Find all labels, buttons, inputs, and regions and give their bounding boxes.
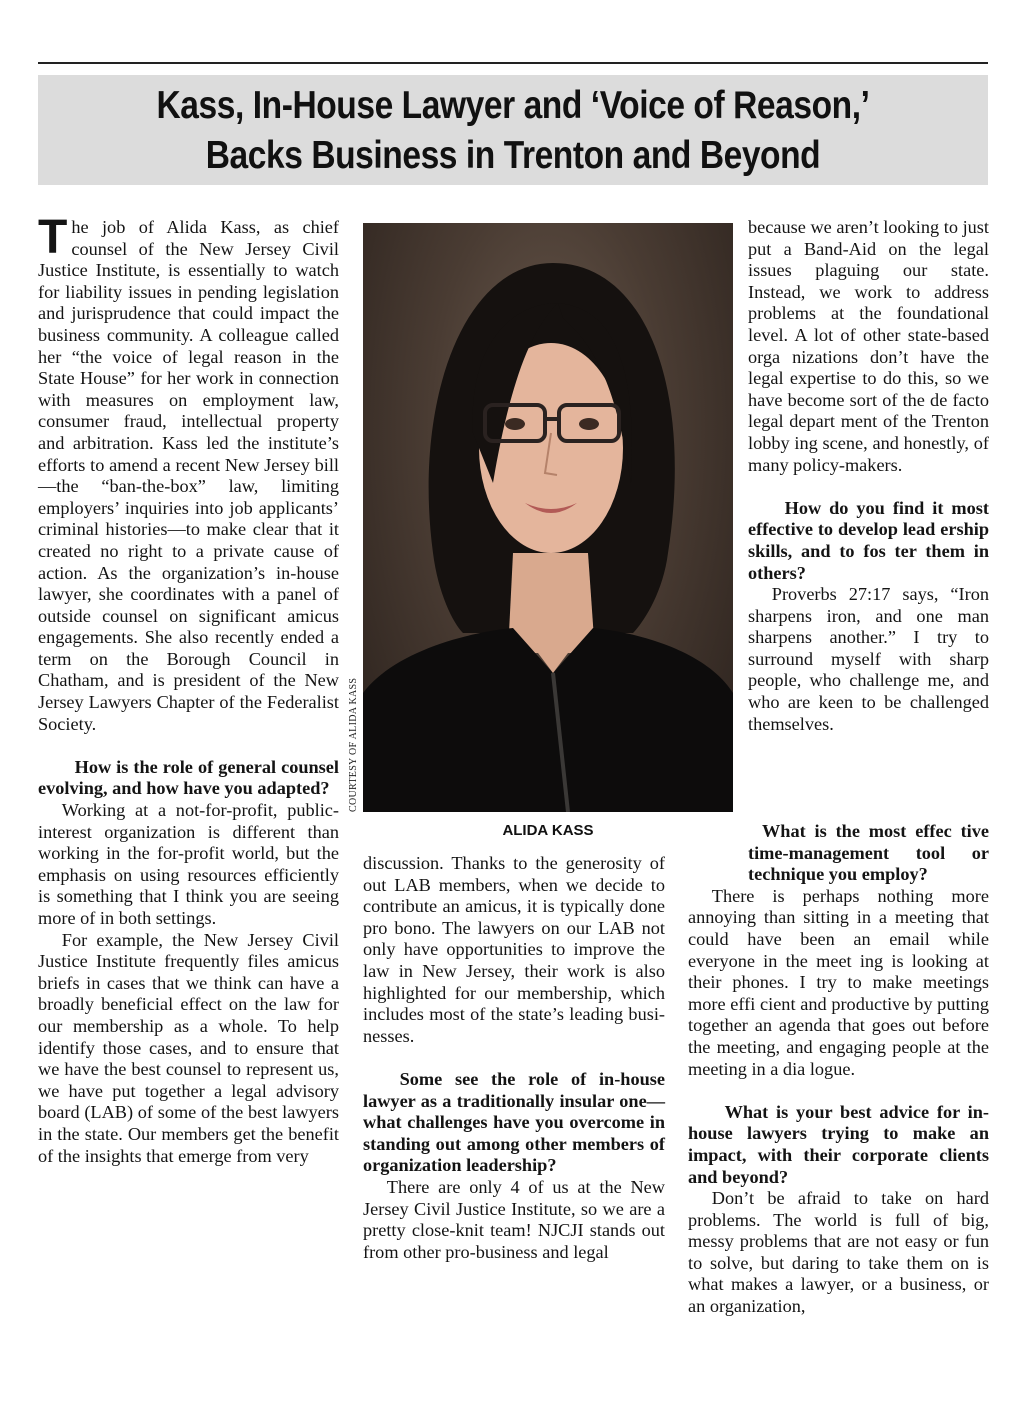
headline-line-1: Kass, In-House Lawyer and ‘Voice of Reason,’	[156, 84, 870, 127]
question-4: What is the most effec tive time-management tool or technique you employ?	[748, 821, 989, 885]
question-1: How is the role of general counsel evolving, and how have you adapted?	[38, 756, 339, 799]
answer-2-continued: because we aren’t looking to just put a Band-Aid on the legal issues plaguing our state. Instead, we work to address problems at the foundational level. A lot of other state-based orga nizations don’t have the legal expertise to do this, so we have become sort of the de facto legal depart ment of the Trenton lobby ing scene, and honestly, of many policy-makers.	[748, 217, 989, 475]
question-2: Some see the role of in-house lawyer as a traditionally insular one—what challenges have you overcome in standing out among other members of organization leadership?	[363, 1068, 665, 1176]
intro-paragraph	[38, 211, 339, 735]
question-5: What is your best advice for in-house lawyers trying to make an impact, with their corporate clients and beyond?	[688, 1101, 989, 1187]
photo-credit: COURTESY OF ALIDA KASS	[348, 677, 359, 812]
drop-cap: T	[38, 211, 68, 264]
answer-5: Don’t be afraid to take on hard problems. The world is full of big, messy problems that are not easy or fun to solve, but daring to take them on is what makes a lawyer, or a business, or an organization,	[688, 1188, 989, 1317]
answer-1-paragraph-2: For example, the New Jersey Civil Justice Institute frequently files amicus briefs in cases that we think can have a broadly beneficial effect on the law for our membership as a whole. To help identify those cases, and to ensure that we have the best counsel to represent us, we have put together a legal advisory board (LAB) of some of the best lawyers in the state. Our members get the benefit of the insights that emerge from very	[38, 929, 339, 1166]
headline-box	[38, 75, 988, 185]
portrait-photo	[363, 223, 733, 812]
question-3: How do you find it most effective to develop lead ership skills, and to fos ter them in others?	[748, 497, 989, 583]
portrait-illustration	[363, 223, 733, 812]
article-column-3-top	[748, 217, 989, 735]
answer-4: There is perhaps nothing more annoying than sitting in a meeting that could have been an email while everyone in the meet ing is looking at their phones. I try to make meetings more effi cient and productive by putting together an agenda that goes out before the meeting, and engaging people at the meeting in a dia logue.	[688, 885, 989, 1079]
photo-caption: ALIDA KASS	[502, 822, 594, 839]
answer-1-continued: discussion. Thanks to the generosity of out LAB members, when we decide to contribute an amicus, it is typically done pro bono. The lawyers on our LAB not only have opportunities to improve the law in New Jersey, their work is also highlighted for our membership, which includes most of the state’s leading businesses.	[363, 853, 665, 1046]
intro-text: he job of Alida Kass, as chief counsel of the New Jersey Civil Justice Institute, is essentially to watch for liability issues in pending legislation and jurisprudence that could impact the business community. A colleague called her “the voice of legal reason in the State House” for her work in connection with measures on employment law, consumer fraud, intellectual property and arbitration. Kass led the institute’s efforts to amend a recent New Jersey bill—the “ban-the-box” law, limiting employers’ inquiries into job applicants’ criminal histories—to make clear that it created no right to a private cause of action. As the organization’s in-house lawyer, she coordinates with a panel of outside counsel on significant amicus engagements. She also recently ended a term on the Borough Council in Chatham, and is president of the New Jersey Lawyers Chapter of the Federalist Society.	[38, 217, 339, 734]
article-column-3-bottom	[688, 821, 989, 1318]
headline-line-2: Backs Business in Trenton and Beyond	[205, 134, 821, 177]
top-rule	[38, 62, 988, 64]
answer-1-paragraph-1: Working at a not-for-profit, public-interest organization is different than working in the for-profit world, but the emphasis on using resources efficiently is something that I think you are seeing more of in both settings.	[38, 800, 339, 928]
article-column-1	[38, 211, 339, 1167]
article-column-2	[363, 853, 665, 1263]
answer-3: Proverbs 27:17 says, “Iron sharpens iron, and one man sharpens another.” I try to surround myself with sharp people, who challenge me, and who are keen to be challenged themselves.	[748, 584, 989, 734]
headline	[105, 75, 922, 181]
answer-2-paragraph-1: There are only 4 of us at the New Jersey Civil Justice Institute, so we are a pretty close-knit team! NJCJI stands out from other pro-business and legal	[363, 1176, 665, 1262]
